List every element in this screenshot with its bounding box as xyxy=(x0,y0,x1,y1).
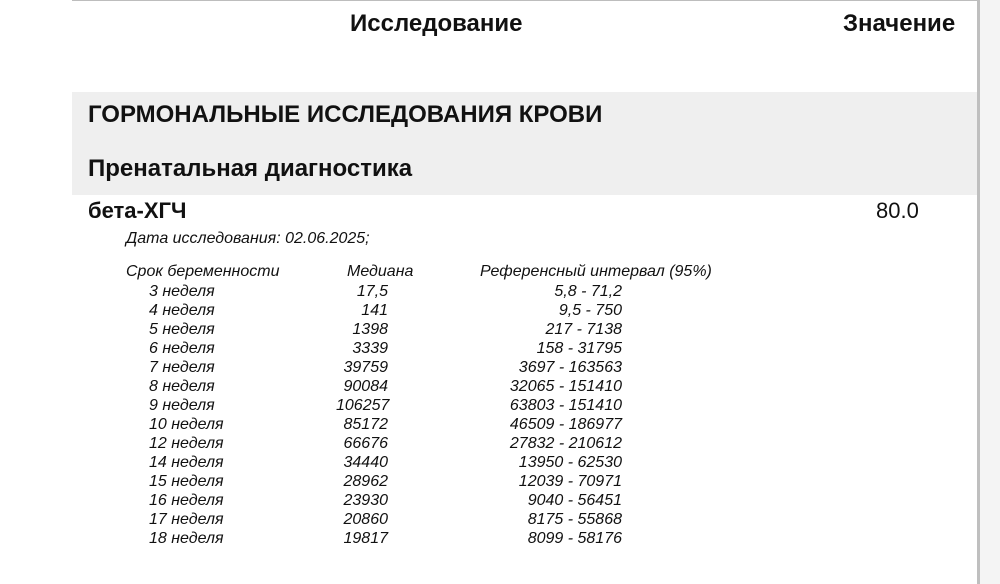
table-row xyxy=(0,282,1000,301)
reference-header-interval: Референсный интервал (95%) xyxy=(480,263,712,280)
week-cell: 10 неделя xyxy=(149,416,224,433)
interval-cell: 13950 - 62530 xyxy=(518,454,622,471)
week-cell: 8 неделя xyxy=(149,378,215,395)
interval-cell: 5,8 - 71,2 xyxy=(554,283,622,300)
median-cell: 39759 xyxy=(343,359,388,376)
table-row xyxy=(0,472,1000,491)
week-cell: 16 неделя xyxy=(149,492,224,509)
median-cell: 17,5 xyxy=(356,283,388,300)
week-cell: 3 неделя xyxy=(149,283,215,300)
reference-header-median: Медиана xyxy=(347,263,414,280)
interval-cell: 8099 - 58176 xyxy=(527,530,622,547)
top-divider xyxy=(72,0,1000,1)
table-row xyxy=(0,358,1000,377)
interval-cell: 3697 - 163563 xyxy=(518,359,622,376)
test-date: Дата исследования: 02.06.2025; xyxy=(126,230,370,247)
table-row xyxy=(0,396,1000,415)
median-cell: 34440 xyxy=(343,454,388,471)
median-cell: 20860 xyxy=(343,511,388,528)
interval-cell: 158 - 31795 xyxy=(536,340,622,357)
table-row xyxy=(0,377,1000,396)
interval-cell: 32065 - 151410 xyxy=(509,378,622,395)
interval-cell: 12039 - 70971 xyxy=(518,473,622,490)
interval-cell: 46509 - 186977 xyxy=(509,416,622,433)
week-cell: 6 неделя xyxy=(149,340,215,357)
median-cell: 85172 xyxy=(343,416,388,433)
median-cell: 28962 xyxy=(343,473,388,490)
week-cell: 7 неделя xyxy=(149,359,215,376)
week-cell: 9 неделя xyxy=(149,397,215,414)
median-cell: 23930 xyxy=(343,492,388,509)
table-row xyxy=(0,320,1000,339)
week-cell: 17 неделя xyxy=(149,511,224,528)
interval-cell: 8175 - 55868 xyxy=(527,511,622,528)
week-cell: 14 неделя xyxy=(149,454,224,471)
test-value: 80.0 xyxy=(876,198,919,223)
median-cell: 1398 xyxy=(352,321,388,338)
column-header-study: Исследование xyxy=(350,10,523,37)
median-cell: 66676 xyxy=(343,435,388,452)
table-row xyxy=(0,510,1000,529)
table-row xyxy=(0,453,1000,472)
median-cell: 19817 xyxy=(343,530,388,547)
week-cell: 18 неделя xyxy=(149,530,224,547)
interval-cell: 27832 - 210612 xyxy=(509,435,622,452)
interval-cell: 9040 - 56451 xyxy=(527,492,622,509)
week-cell: 4 неделя xyxy=(149,302,215,319)
interval-cell: 217 - 7138 xyxy=(545,321,622,338)
week-cell: 15 неделя xyxy=(149,473,224,490)
median-cell: 106257 xyxy=(336,397,390,414)
table-row xyxy=(0,339,1000,358)
section-title: ГОРМОНАЛЬНЫЕ ИССЛЕДОВАНИЯ КРОВИ xyxy=(88,101,603,128)
test-name: бета-ХГЧ xyxy=(88,198,187,223)
week-cell: 12 неделя xyxy=(149,435,224,452)
median-cell: 141 xyxy=(361,302,388,319)
reference-header-week: Срок беременности xyxy=(126,263,280,280)
table-row xyxy=(0,415,1000,434)
interval-cell: 9,5 - 750 xyxy=(558,302,622,319)
interval-cell: 63803 - 151410 xyxy=(509,397,622,414)
median-cell: 3339 xyxy=(352,340,388,357)
column-header-value: Значение xyxy=(843,10,956,37)
table-row xyxy=(0,301,1000,320)
reference-table xyxy=(0,282,1000,548)
week-cell: 5 неделя xyxy=(149,321,215,338)
table-row xyxy=(0,529,1000,548)
table-row xyxy=(0,491,1000,510)
table-row xyxy=(0,434,1000,453)
median-cell: 90084 xyxy=(343,378,388,395)
subsection-title: Пренатальная диагностика xyxy=(88,155,413,182)
